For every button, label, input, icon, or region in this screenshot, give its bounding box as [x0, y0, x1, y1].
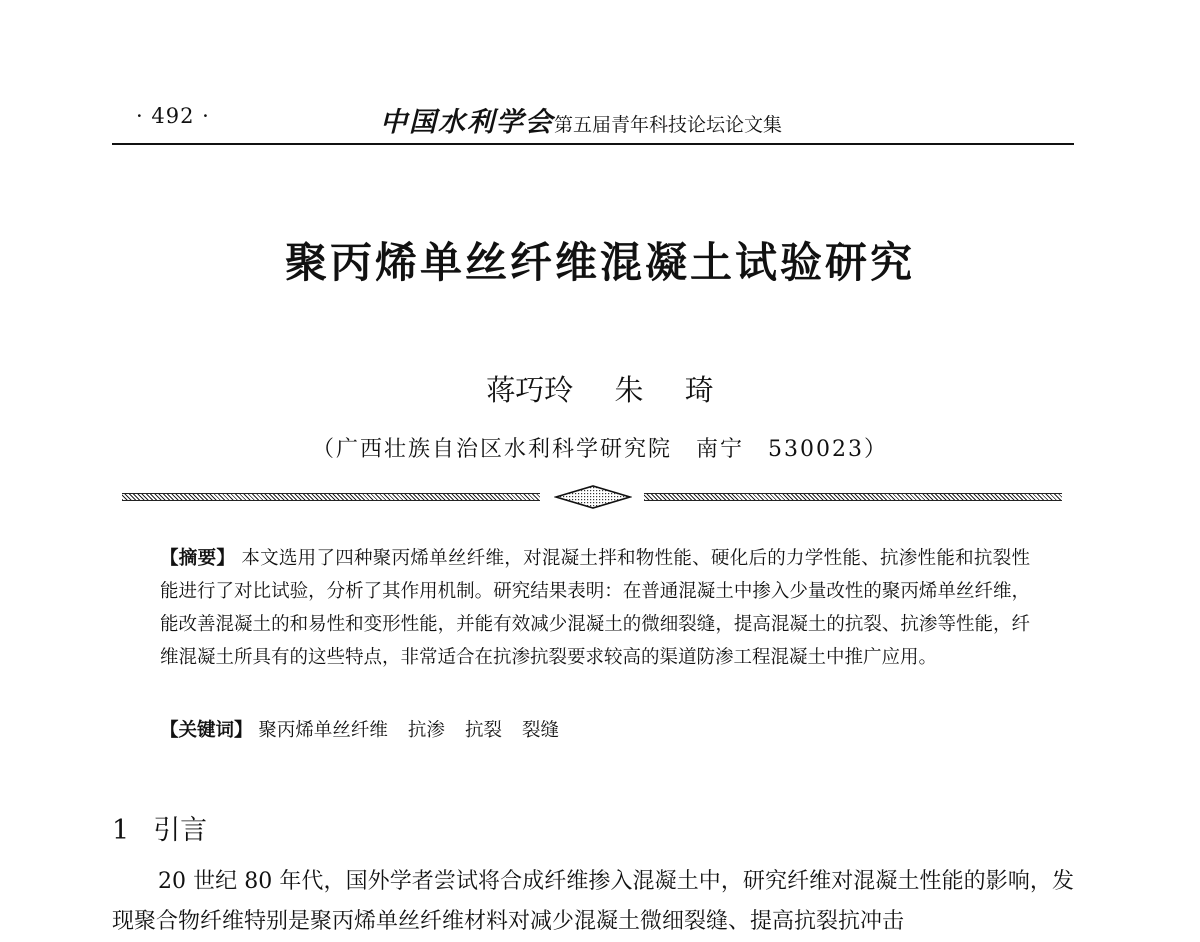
section-number: 1 — [112, 815, 130, 846]
running-head — [380, 100, 782, 139]
keywords — [160, 716, 579, 742]
section-heading — [112, 808, 207, 847]
keyword: 抗裂 — [464, 720, 502, 741]
book-title: 第五届青年科技论坛论文集 — [554, 114, 783, 136]
header-rule — [112, 143, 1074, 145]
affiliation: （广西壮族自治区水利科学研究院 南宁 530023） — [312, 437, 888, 462]
keyword: 聚丙烯单丝纤维 — [258, 720, 388, 741]
society-name: 中国水利学会 — [380, 107, 554, 138]
abstract-label: 【摘要】 — [160, 548, 236, 569]
abstract-text: 本文选用了四种聚丙烯单丝纤维，对混凝土拌和物性能、硬化后的力学性能、抗渗性能和抗裂性能进行了对比试验，分析了其作用机制。研究结果表明：在普通混凝土中掺入少量改性的聚丙烯单丝纤维，能改善混凝土的和易性和变形性能，并能有效减少混凝土的微细裂缝，提高混凝土的抗裂、抗渗等性能，纤维混凝土所具有的这些特点，非常适合在抗渗抗裂要求较高的渠道防渗工程混凝土中推广应用。 — [160, 548, 1030, 668]
intro-paragraph: 20 世纪 80 年代，国外学者尝试将合成纤维掺入混凝土中，研究纤维对混凝土性能的影响，发现聚合物纤维特别是聚丙烯单丝纤维材料对减少混凝土微细裂缝、提高抗裂抗冲击 — [112, 869, 1074, 934]
keyword: 抗渗 — [407, 720, 445, 741]
section-title: 引言 — [153, 815, 208, 846]
abstract — [160, 542, 1030, 674]
keyword: 裂缝 — [521, 720, 559, 741]
page-number: · 492 · — [136, 104, 210, 128]
divider-diamond-icon — [554, 484, 632, 510]
divider-left — [122, 493, 540, 501]
divider-right — [644, 493, 1062, 501]
paper-title: 聚丙烯单丝纤维混凝土试验研究 — [284, 238, 915, 287]
keywords-label: 【关键词】 — [160, 720, 253, 741]
authors: 蒋巧玲 朱 琦 — [486, 373, 714, 407]
